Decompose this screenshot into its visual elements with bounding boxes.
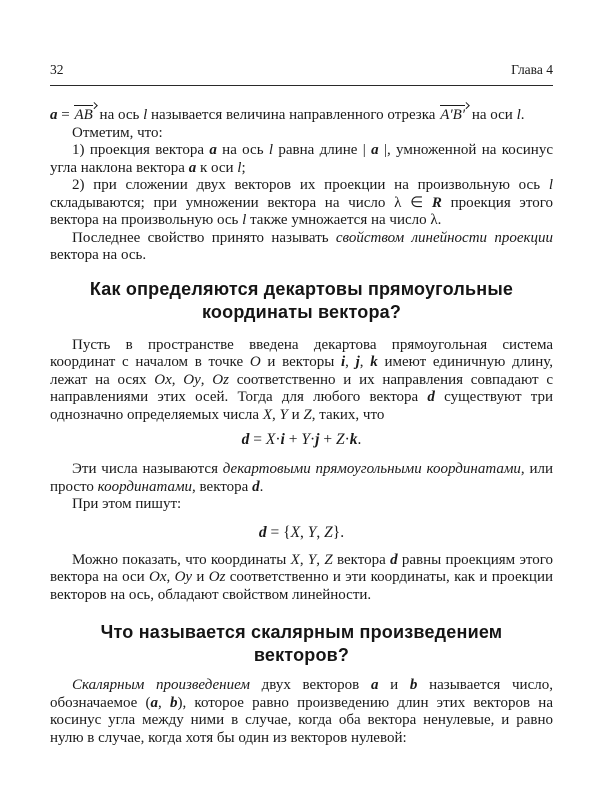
text-run: Ox: [154, 371, 172, 388]
text-run: Пусть в пространстве введена декартова прямоугольная система координат с началом в точке: [50, 336, 553, 370]
text-run: ;: [241, 159, 246, 176]
text-run: |, умноженной на косинус угла наклона вектора: [50, 142, 553, 176]
text-run: j: [355, 354, 360, 370]
text-run: Y: [307, 551, 317, 568]
text-run: d: [241, 431, 250, 448]
text-run: =: [57, 107, 74, 123]
text-run: a: [188, 159, 197, 176]
heading-line: векторов?: [253, 645, 350, 665]
text-run: l: [548, 177, 553, 193]
text-run: a: [50, 107, 58, 123]
text-run: координатами: [97, 478, 193, 495]
text-run: b: [409, 677, 418, 693]
text-run: Y: [301, 431, 310, 448]
text-run: X: [265, 431, 276, 448]
text-run: +: [319, 431, 336, 448]
text-run: =: [249, 431, 266, 448]
text-run: l: [516, 107, 521, 123]
text-run: a: [209, 142, 217, 158]
text-run: называется число, обозначаемое (: [50, 677, 553, 711]
text-run: ,: [158, 694, 170, 711]
text-run: ,: [345, 354, 356, 370]
paragraph-coordinates-projections: [50, 552, 553, 605]
text-run: l: [237, 159, 242, 176]
text-run: Z: [324, 523, 333, 541]
paragraph-linearity-property: [50, 230, 553, 265]
text-run: ,: [300, 523, 308, 541]
paragraph-notation-intro: [50, 496, 553, 514]
text-run: , или просто: [50, 461, 553, 495]
text-run: Ox: [148, 569, 167, 585]
text-run: Можно показать, что координаты: [72, 551, 291, 568]
text-run: Z: [324, 551, 333, 568]
text-run: Последнее свойство принято называть: [72, 229, 336, 246]
text-run: равна длине |: [273, 142, 372, 158]
text-run: a: [370, 677, 379, 693]
text-run: ,: [171, 371, 184, 388]
text-run: на ось: [95, 107, 144, 123]
page-header: [50, 62, 553, 85]
text-run: на оси: [468, 107, 517, 123]
text-run: i: [340, 354, 346, 370]
vector-overline-term: A′B′: [439, 104, 468, 125]
text-run: O: [249, 354, 261, 370]
paragraph-coordinate-system-setup: [50, 337, 553, 425]
text-run: к оси: [196, 159, 238, 176]
text-run: X: [290, 523, 301, 541]
text-run: d: [252, 478, 260, 495]
text-run: X: [262, 406, 272, 423]
text-run: и: [287, 406, 304, 423]
text-run: d: [390, 551, 398, 568]
text-run: ,: [359, 354, 371, 370]
page-number: 32: [50, 62, 64, 77]
text-run: , таких, что: [311, 406, 385, 423]
text-run: = {: [266, 523, 291, 541]
text-run: R: [431, 194, 442, 211]
text-run: ,: [200, 371, 213, 388]
text-run: ,: [299, 551, 308, 568]
text-run: соответственно и эти координаты, как и проекции векторов на ось, обладают свойством линейности.: [50, 569, 554, 603]
heading-line: Как определяются декартовы прямоугольные: [89, 278, 514, 299]
text-run: +: [284, 431, 302, 448]
text-run: k: [349, 431, 358, 448]
text-run: Oz: [212, 371, 229, 388]
text-run: имеют единичную длину, лежат на осях: [50, 354, 553, 388]
header-rule: [50, 85, 553, 86]
text-run: .: [357, 431, 362, 448]
text-run: и векторы: [260, 354, 341, 370]
text-run: ), которое равно произведению длин этих векторов на косинус угла между ними в случае, когда оба вектора ненулевые, и равно нулю в случае, когда хотя бы один из векторов нулевой:: [50, 694, 553, 746]
text-run: d: [258, 523, 267, 541]
text-run: проекция этого вектора на произвольную ось: [50, 194, 554, 228]
text-run: a: [150, 694, 159, 711]
chapter-label: Глава 4: [511, 62, 553, 77]
text-run: ,: [272, 406, 280, 423]
text-run: и: [378, 677, 410, 693]
paragraph-scalar-product-definition: [50, 677, 553, 747]
text-run: ,: [316, 551, 325, 568]
text-run: двух векторов: [249, 677, 371, 693]
text-run: X: [290, 551, 300, 568]
text-run: l: [143, 107, 148, 123]
text-run: d: [427, 389, 435, 405]
text-run: декартовыми прямоугольными координатами: [222, 461, 521, 477]
text-run: a: [371, 142, 379, 158]
text-run: вектора: [332, 551, 391, 568]
text-run: ,: [316, 523, 325, 541]
text-run: Oz: [208, 569, 226, 585]
text-run: j: [315, 431, 320, 448]
section-heading-cartesian-coordinates: [50, 278, 553, 324]
text-run: свойством линейности проекции: [335, 229, 553, 246]
paragraph-projection-definition: [50, 104, 553, 125]
text-run: Oy: [183, 371, 201, 388]
vector-overline-term: AB: [73, 104, 95, 125]
paragraph-note-intro: [50, 125, 553, 143]
text-run: называется величина направленного отрезка: [147, 107, 440, 123]
text-run: ,: [166, 569, 175, 585]
text-run: Y: [307, 523, 317, 541]
text-run: существуют три однозначно определяемых числа: [50, 389, 553, 423]
text-run: ·: [344, 431, 350, 448]
text-run: Z: [335, 431, 345, 448]
text-run: и: [192, 569, 209, 585]
text-run: ·: [309, 431, 316, 448]
heading-line: Что называется скалярным произведением: [100, 622, 503, 642]
text-run: При этом пишут:: [72, 496, 182, 512]
text-run: Эти числа называются: [72, 461, 223, 477]
text-run: 1) проекция вектора: [72, 142, 210, 158]
text-run: вектора на ось.: [50, 247, 147, 263]
text-run: Скалярным произведением: [72, 677, 250, 693]
section-heading-scalar-product: [50, 621, 553, 667]
text-run: ·: [275, 431, 281, 448]
text-run: Oy: [174, 569, 193, 585]
text-run: l: [242, 212, 247, 228]
text-run: равны проекциям этого вектора на оси: [50, 551, 554, 585]
paragraph-property-1: [50, 142, 553, 177]
paragraph-coordinates-naming: [50, 461, 553, 496]
text-run: .: [520, 107, 525, 123]
text-run: Y: [279, 406, 288, 423]
heading-line: координаты вектора?: [201, 301, 402, 322]
text-run: .: [259, 478, 264, 495]
text-run: b: [169, 694, 178, 711]
text-run: l: [268, 142, 274, 158]
formula-vector-decomposition: [50, 430, 553, 449]
text-run: i: [280, 431, 285, 448]
text-run: складываются; при умножении вектора на число λ ∈: [50, 194, 432, 211]
text-run: }.: [332, 523, 345, 541]
text-run: , вектора: [192, 478, 253, 495]
text-run: на ось: [216, 142, 269, 158]
text-run: соответственно и их направления совпадают с направлениями этих осей. Тогда для любого вектора: [50, 371, 554, 405]
text-run: 2) при сложении двух векторов их проекции на произвольную ось: [72, 177, 549, 193]
text-run: k: [370, 354, 378, 370]
paragraph-property-2: [50, 177, 553, 230]
formula-coordinate-notation: [50, 523, 553, 542]
text-run: Z: [303, 406, 312, 423]
text-run: Отметим, что:: [72, 124, 163, 141]
text-run: также умножается на число λ.: [246, 212, 442, 228]
